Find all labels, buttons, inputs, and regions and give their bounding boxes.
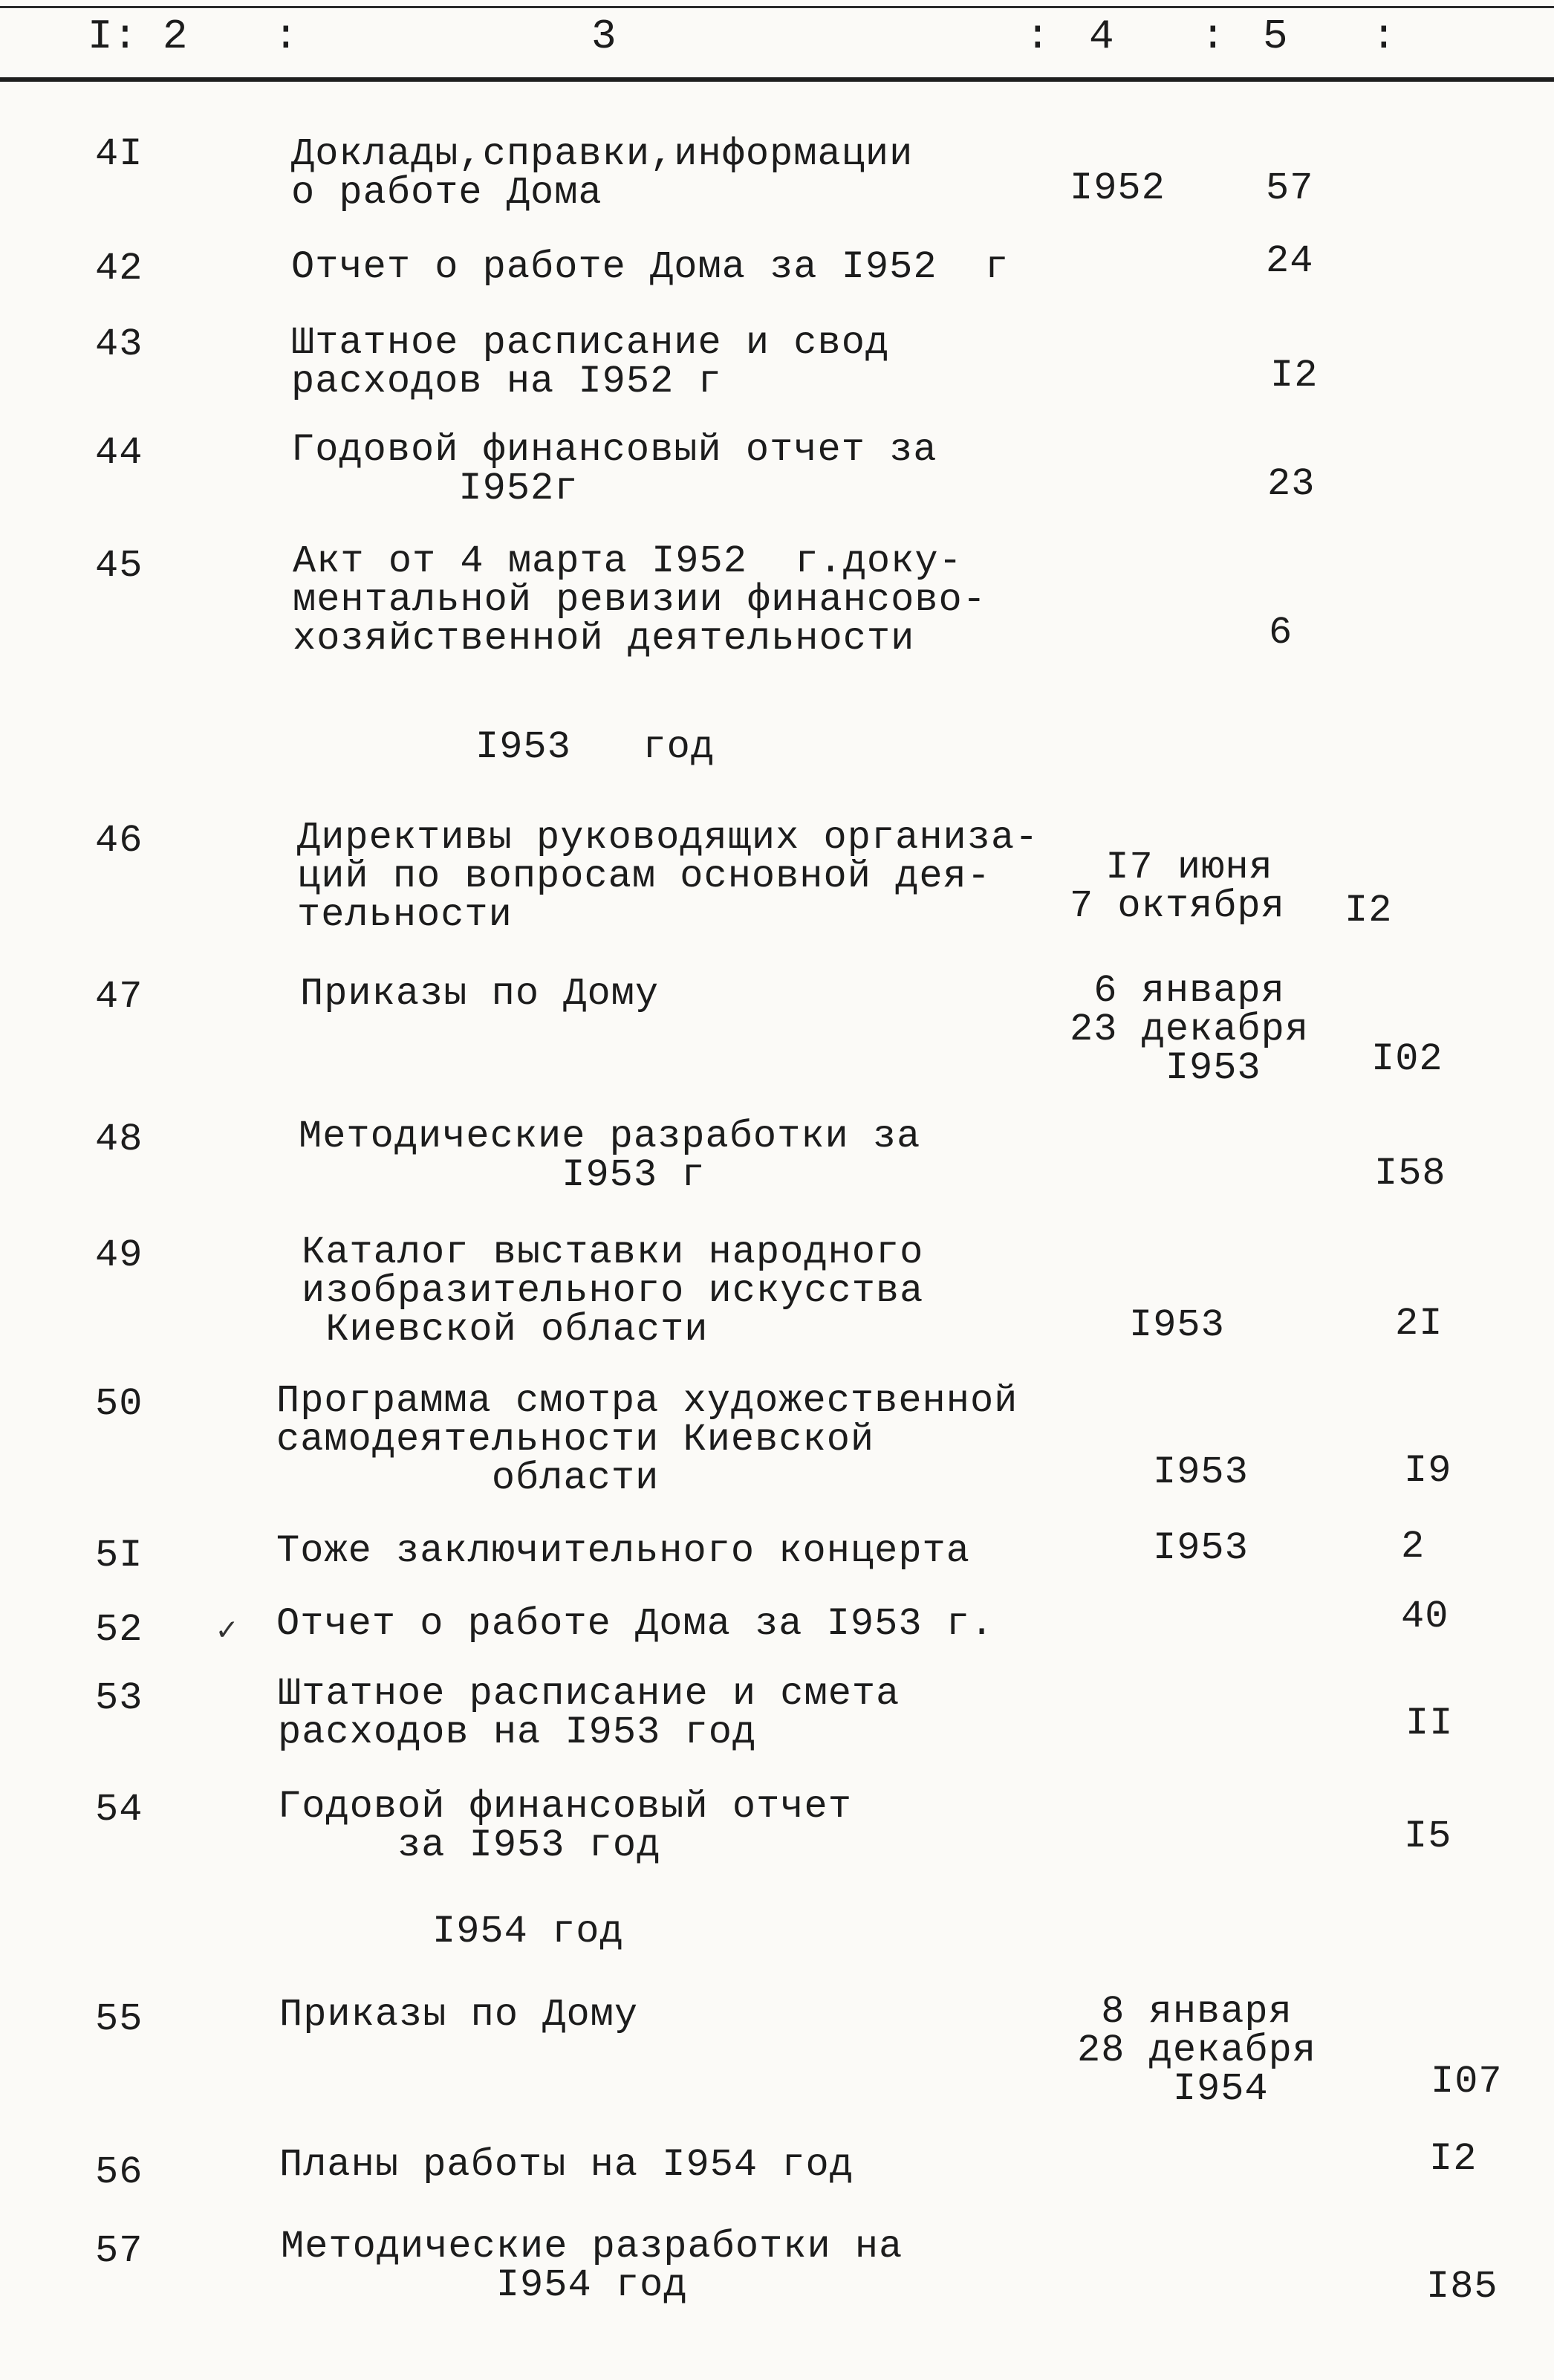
row-number: 56 [95, 2150, 143, 2194]
row-number: 47 [95, 975, 143, 1019]
row-pages: I85 [1426, 2265, 1498, 2309]
row-number: 4I [95, 132, 143, 176]
row-title: Годовой финансовый отчет за I953 год [278, 1785, 852, 1867]
section-heading-1953: I953 год [475, 725, 715, 769]
row-pages: 40 [1401, 1595, 1449, 1638]
row-number: 57 [95, 2229, 143, 2273]
row-number: 43 [95, 322, 143, 366]
header-col-1-2: I: 2 [88, 13, 188, 60]
row-number: 42 [95, 247, 143, 291]
row-number: 52 [95, 1608, 143, 1652]
row-title: Каталог выставки народного изобразительного искусства Киевской области [302, 1230, 924, 1352]
row-title: Методические разработки за I953 г [299, 1115, 921, 1197]
row-pages: 2 [1401, 1525, 1425, 1569]
row-pages: 23 [1267, 462, 1316, 506]
row-number: 46 [95, 819, 143, 863]
header-separator: : [1200, 13, 1226, 60]
header-separator: : [1025, 13, 1050, 60]
row-title: Отчет о работе Дома за I952 г [291, 245, 1010, 289]
row-pages: I2 [1270, 354, 1319, 398]
row-number: 50 [95, 1382, 143, 1426]
header-col-3: 3 [591, 13, 617, 60]
row-pages: I02 [1371, 1037, 1443, 1081]
row-title: Отчет о работе Дома за I953 г. [276, 1602, 995, 1646]
header-col-5: 5 [1263, 13, 1288, 60]
row-number: 48 [95, 1118, 143, 1161]
row-date: I953 [1153, 1526, 1249, 1570]
row-title: Акт от 4 марта I952 г.доку- ментальной ревизии финансово- хозяйственной деятельности [293, 539, 986, 661]
row-pages: 57 [1266, 166, 1314, 210]
check-mark-icon: ✓ [217, 1613, 237, 1650]
row-title: Приказы по Дому [279, 1993, 639, 2037]
row-number: 45 [95, 544, 143, 588]
row-pages: I5 [1404, 1815, 1452, 1858]
header-separator: : [1371, 13, 1397, 60]
row-pages: 24 [1266, 239, 1314, 283]
header-separator: : [273, 13, 299, 60]
row-number: 54 [95, 1788, 143, 1832]
row-title: Методические разработки на I954 год [281, 2225, 903, 2307]
row-title: Годовой финансовый отчет за I952г [291, 428, 937, 510]
row-title: Программа смотра художественной самодеятельности Киевской области [276, 1379, 1018, 1500]
row-title: Тоже заключительного концерта [276, 1529, 970, 1573]
row-pages: I2 [1345, 889, 1393, 933]
header-top-rule [0, 6, 1554, 8]
row-pages: I2 [1429, 2137, 1477, 2181]
row-number: 5I [95, 1534, 143, 1578]
row-number: 44 [95, 431, 143, 475]
row-date: 8 января 28 декабря I954 [1077, 1990, 1317, 2111]
row-pages: 6 [1269, 611, 1293, 655]
row-title: Доклады,справки,информации о работе Дома [291, 132, 914, 215]
row-pages: I9 [1404, 1449, 1452, 1493]
header-col-4: 4 [1089, 13, 1114, 60]
row-date: I953 [1129, 1303, 1225, 1347]
row-number: 55 [95, 1997, 143, 2041]
row-title: Штатное расписание и свод расходов на I952 г [291, 321, 890, 403]
row-date: I953 [1153, 1450, 1249, 1494]
row-date: 6 января 23 декабря I953 [1070, 969, 1310, 1090]
header-bottom-rule [0, 77, 1554, 82]
row-pages: II [1405, 1702, 1454, 1745]
row-title: Директивы руководящих организа- ций по вопросам основной дея- тельности [297, 816, 1039, 937]
row-pages: I07 [1431, 2060, 1503, 2104]
row-pages: I58 [1374, 1152, 1446, 1196]
row-pages: 2I [1395, 1302, 1443, 1346]
section-heading-1954: I954 год [432, 1910, 624, 1953]
row-title: Планы работы на I954 год [279, 2143, 854, 2187]
row-number: 53 [95, 1676, 143, 1720]
row-title: Приказы по Дому [300, 972, 660, 1016]
row-date: I952 [1070, 166, 1166, 210]
row-number: 49 [95, 1233, 143, 1277]
row-title: Штатное расписание и смета расходов на I953 год [278, 1672, 900, 1754]
row-date: I7 июня 7 октября [1070, 846, 1285, 928]
